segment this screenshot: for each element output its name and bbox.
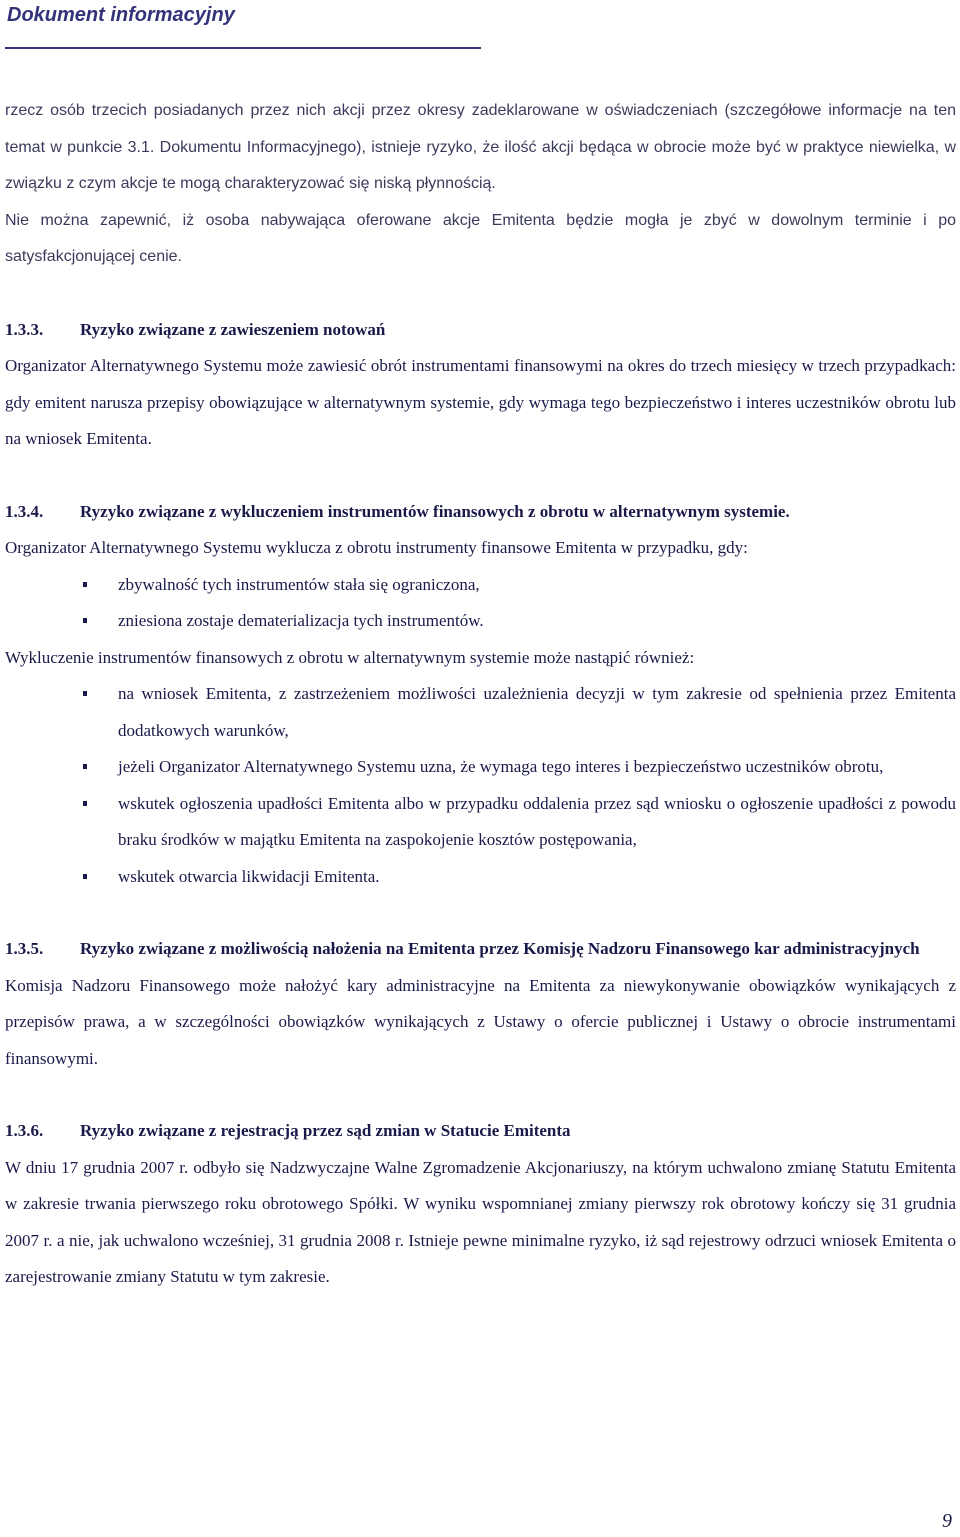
list-item [5,749,956,786]
section-title: Ryzyko związane z wykluczeniem instrumentów finansowych z obrotu w alternatywnym systemie. [80,501,790,521]
section-1-3-3 [5,312,956,458]
section-title: Ryzyko związane z możliwością nałożenia na Emitenta przez Komisję Nadzoru Finansowego kar administracyjnych [80,939,920,958]
spacer [5,276,956,312]
document-body [5,93,956,1296]
section-1-3-5 [5,931,956,1077]
list-item-text: zniesiona zostaje dematerializacja tych instrumentów. [118,611,484,630]
bullet-square-icon [5,567,118,604]
section-paragraph: Komisja Nadzoru Finansowego może nałożyć kary administracyjne na Emitenta za niewykonywanie obowiązków wynikających z przepisów prawa, a w szczególności obowiązków wynikających z Ustawy o ofercie publicznej i Ustawy o obrocie instrumentami finansowymi. [5,975,956,1068]
list-item [5,786,956,859]
list-item-text: zbywalność tych instrumentów stała się ograniczona, [118,574,480,594]
section-paragraph: Organizator Alternatywnego Systemu wyklucza z obrotu instrumenty finansowe Emitenta w przypadku, gdy: [5,538,748,557]
section-number: 1.3.3. [5,319,44,339]
intro-paragraph: rzecz osób trzecich posiadanych przez nich akcji przez okresy zadeklarowane w oświadczeniach (szczegółowe informacje na ten temat w punkcie 3.1. Dokumentu Informacyjnego), istnieje ryzyko, że ilość akcji będąca w obrocie może być w praktyce niewielka, w związku z czym akcje te mogą charakteryzować się niską płynnością. [5,102,956,192]
intro-paragraph: Nie można zapewnić, iż osoba nabywająca oferowane akcje Emitenta będzie mogła je zbyć w dowolnym terminie i po satysfakcjonującej cenie. [5,211,956,265]
bullet-list [5,567,956,640]
section-1-3-6 [5,1113,956,1296]
list-item-text: wskutek ogłoszenia upadłości Emitenta albo w przypadku oddalenia przez sąd wniosku o ogłoszenie upadłości z powodu braku środków w majątku Emitenta na zaspokojenie kosztów postępowania, [118,793,956,849]
header-rule [5,47,481,49]
list-item [5,567,956,604]
list-item-text: jeżeli Organizator Alternatywnego Systemu uzna, że wymaga tego interes i bezpieczeństwo uczestników obrotu, [118,757,884,776]
bullet-square-icon [5,859,118,896]
section-heading [5,494,956,531]
section-number: 1.3.5. [5,939,44,958]
document-header-title: Dokument informacyjny [7,4,235,26]
list-item [5,859,956,896]
section-heading [5,1113,956,1150]
bullet-square-icon [5,676,118,749]
page-number: 9 [942,1510,952,1532]
section-heading [5,312,956,349]
bullet-square-icon [5,786,118,859]
section-title: Ryzyko związane z rejestracją przez sąd zmian w Statucie Emitenta [80,1121,571,1140]
list-item [5,603,956,640]
spacer [5,1077,956,1113]
spacer [5,458,956,494]
list-item-text: na wniosek Emitenta, z zastrzeżeniem możliwości uzależnienia decyzji w tym zakresie od spełnienia przez Emitenta dodatkowych warunków, [118,684,956,740]
list-item-text: wskutek otwarcia likwidacji Emitenta. [118,866,380,886]
list-item [5,676,956,749]
section-paragraph: Organizator Alternatywnego Systemu może zawiesić obrót instrumentami finansowymi na okres do trzech miesięcy w trzech przypadkach: gdy emitent narusza przepisy obowiązujące w alternatywnym systemie, gdy wymaga tego bezpieczeństwo i interes uczestników obrotu lub na wniosek Emitenta. [5,356,956,448]
section-number: 1.3.6. [5,1121,44,1140]
section-title: Ryzyko związane z zawieszeniem notowań [80,319,386,339]
bullet-list [5,676,956,895]
section-number: 1.3.4. [5,501,44,521]
section-paragraph: Wykluczenie instrumentów finansowych z obrotu w alternatywnym systemie może nastąpić również: [5,647,695,667]
bullet-square-icon [5,603,118,640]
section-1-3-4 [5,494,956,896]
bullet-square-icon [5,749,118,786]
spacer [5,895,956,931]
section-heading [5,931,956,968]
section-paragraph: W dniu 17 grudnia 2007 r. odbyło się Nadzwyczajne Walne Zgromadzenie Akcjonariuszy, na którym uchwalono zmianę Statutu Emitenta w zakresie trwania pierwszego roku obrotowego Spółki. W wyniku wspomnianej zmiany pierwszy rok obrotowy kończy się 31 grudnia 2007 r. a nie, jak uchwalono wcześniej, 31 grudnia 2008 r. Istnieje pewne minimalne ryzyko, iż sąd rejestrowy odrzuci wniosek Emitenta o zarejestrowanie zmiany Statutu w tym zakresie. [5,1157,956,1286]
